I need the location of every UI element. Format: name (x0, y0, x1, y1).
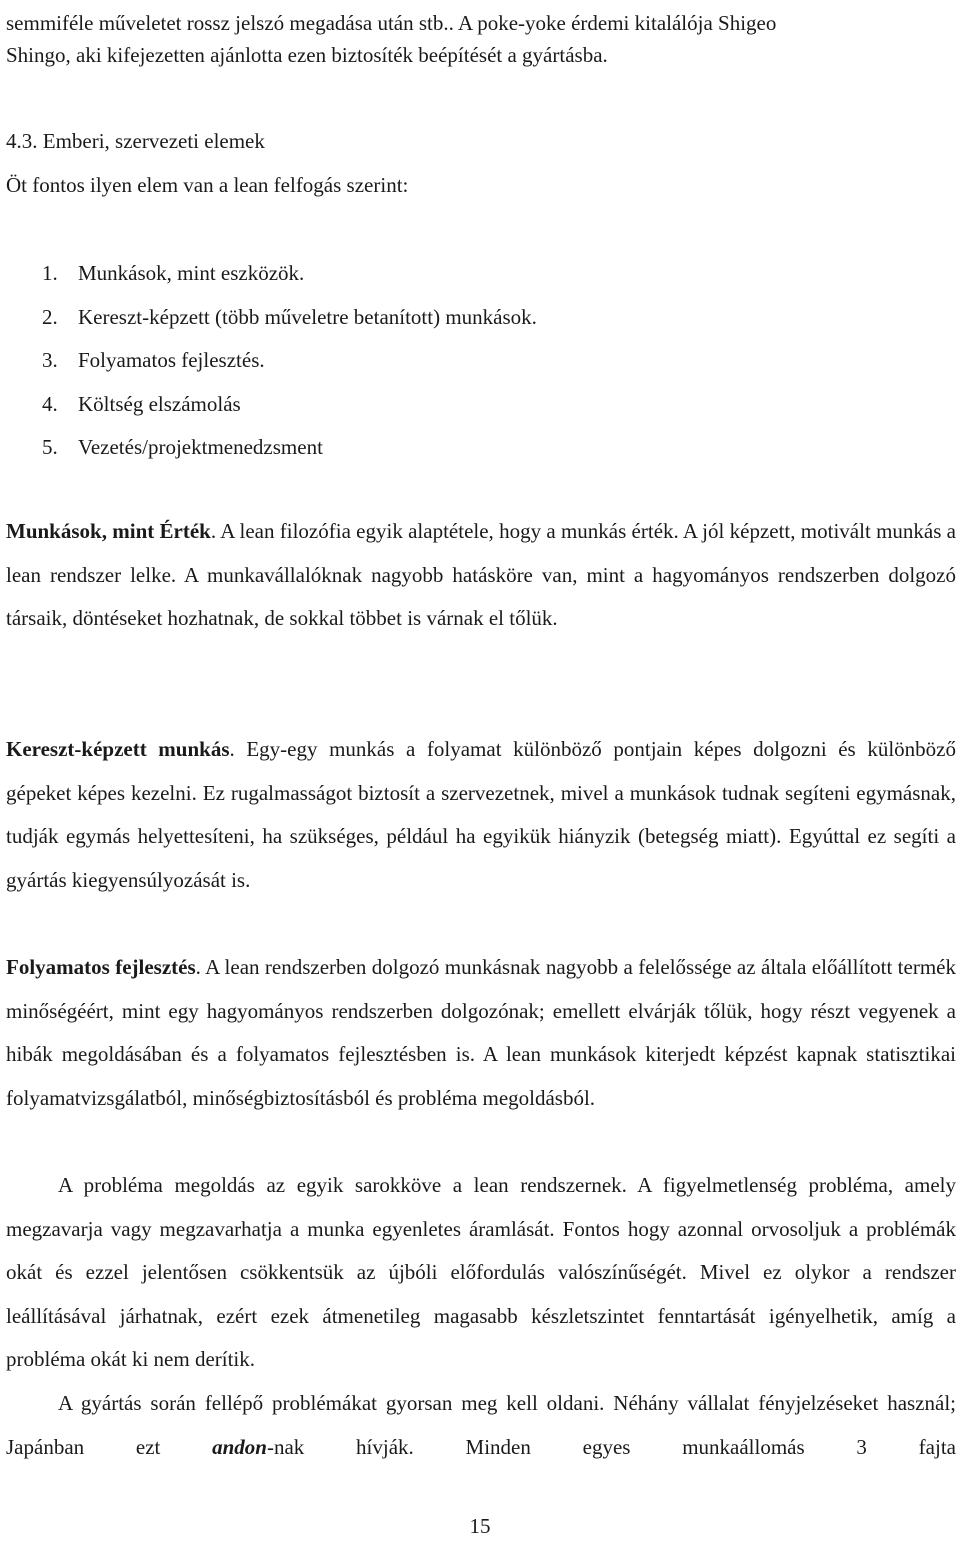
list-item: 4. Költség elszámolás (42, 391, 241, 416)
paragraph-kereszt-kepzett: Kereszt-képzett munkás. Egy-egy munkás a folyamat különböző pontjain képes dolgozni és különböző gépeket képes kezelni. Ez rugalmasságot biztosít a szervezetnek, mivel a munkások tudnak segíteni egymásnak, tudják egymás helyettesíteni, ha szükséges, például ha egyikük hiányzik (betegség miatt). Egyúttal ez segíti a gyártás kiegyensúlyozását is. (6, 737, 956, 892)
paragraph-folyamatos-fejlesztes: Folyamatos fejlesztés. A lean rendszerben dolgozó munkásnak nagyobb a felelőssége az általa előállított termék minőségéért, mint egy hagyományos rendszerben dolgozónak; emellett elvárják tőlük, hogy részt vegyenek a hibák megoldásában és a folyamatos fejlesztésben is. A lean munkások kiterjedt képzést kapnak statisztikai folyamatvizsgálatból, minőségbiztosításból és probléma megoldásból. (6, 955, 956, 1110)
section-heading: 4.3. Emberi, szervezeti elemek (6, 129, 265, 153)
intro-line-1: semmiféle műveletet rossz jelszó megadása után stb.. A poke-yoke érdemi kitalálója Shigeo (6, 11, 777, 35)
list-item: 5. Vezetés/projektmenedzsment (42, 435, 323, 460)
paragraph-lead-term: Kereszt-képzett munkás (6, 737, 230, 761)
paragraph-lead-term: Folyamatos fejlesztés (6, 955, 196, 979)
list-item: 1. Munkások, mint eszközök. (42, 261, 305, 285)
andon-term: andon (212, 1434, 267, 1459)
intro-line-2: Shingo, aki kifejezetten ajánlotta ezen biztosíték beépítését a gyártásba. (6, 43, 608, 67)
section-lead: Öt fontos ilyen elem van a lean felfogás szerint: (6, 173, 409, 197)
paragraph-lead-term: Munkások, mint Érték (6, 519, 211, 543)
paragraph-andon: A gyártás során fellépő problémákat gyorsan meg kell oldani. Néhány vállalat fényjelzéseket használ; Japánban ezt andon-nak hívják. Minden egyes munkaállomás 3 fajta (6, 1391, 956, 1459)
paragraph-munkasok: Munkások, mint Érték. A lean filozófia egyik alaptétele, hogy a munkás érték. A jól képzett, motivált munkás a lean rendszer lelke. A munkavállalóknak nagyobb hatásköre van, mint a hagyományos rendszerben dolgozó társaik, döntéseket hozhatnak, de sokkal többet is várnak el tőlük. (6, 519, 956, 631)
page-number: 15 (469, 1514, 491, 1538)
paragraph-problema-megoldas: A probléma megoldás az egyik sarokköve a lean rendszernek. A figyelmetlenség probléma, amely megzavarja vagy megzavarhatja a munka egyenletes áramlását. Fontos hogy azonnal orvosoljuk a problémák okát és ezzel jelentősen csökkentsük az újbóli előfordulás valószínűségét. Mivel ez olykor a rendszer leállításával járhatnak, ezért ezek átmenetileg magasabb készletszintet fenntartását igényelhetik, amíg a probléma okát ki nem derítik. (6, 1173, 956, 1372)
numbered-list (42, 252, 537, 470)
list-item: 3. Folyamatos fejlesztés. (42, 348, 265, 373)
list-item: 2. Kereszt-képzett (több műveletre betanított) munkások. (42, 304, 537, 329)
